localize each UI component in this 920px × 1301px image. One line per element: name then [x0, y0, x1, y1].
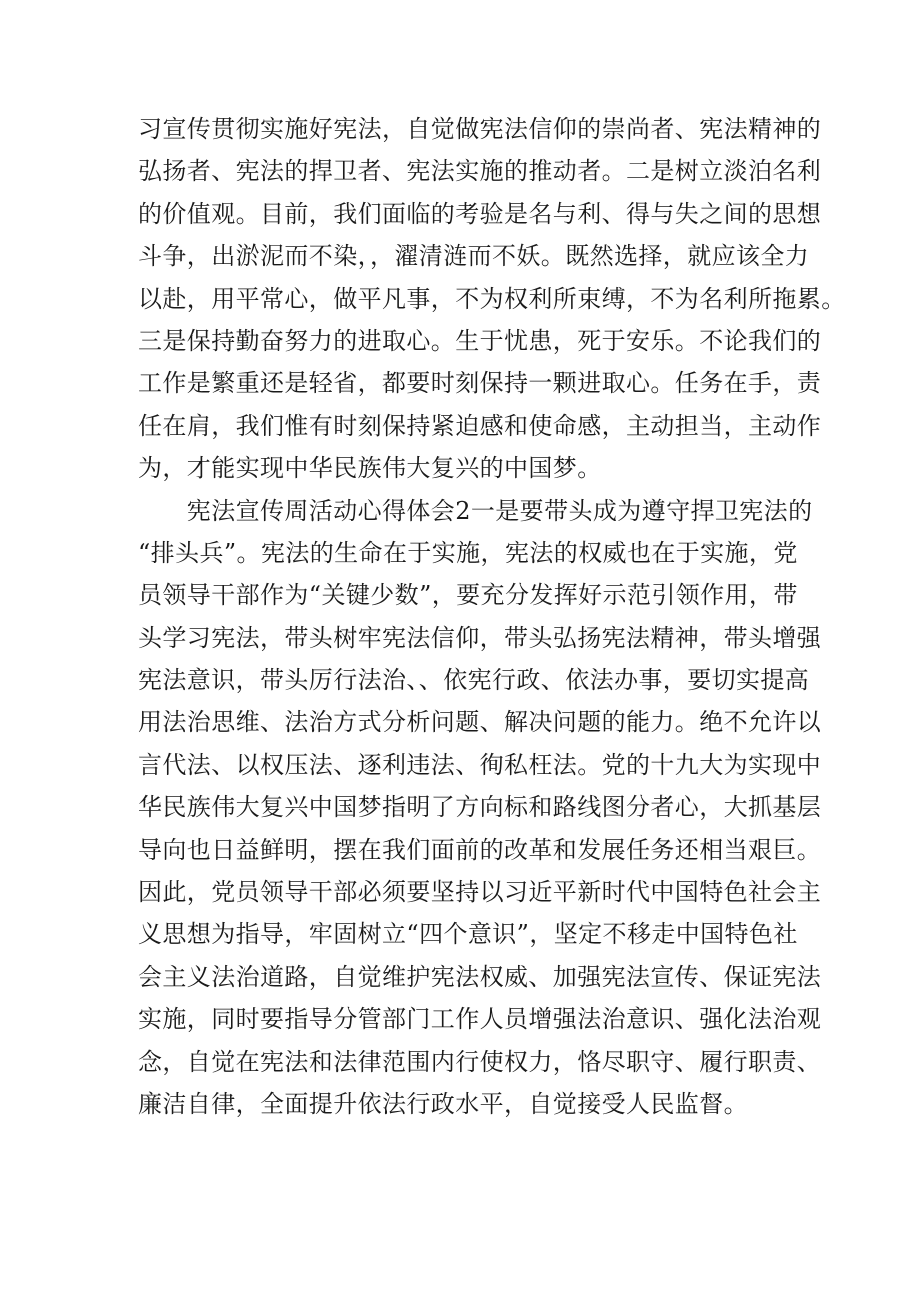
text-line: 念，自觉在宪法和法律范围内行使权力，恪尽职守、履行职责、 — [138, 1047, 822, 1076]
text-line: 实施，同时要指导分管部门工作人员增强法治意识、强化法治观 — [138, 1005, 822, 1034]
text-line: 因此，党员领导干部必须要坚持以习近平新时代中国特色社会主 — [138, 878, 822, 907]
text-line: 用法治思维、法治方式分析问题、解决问题的能力。绝不允许以 — [138, 708, 822, 737]
text-line: 会主义法治道路，自觉维护宪法权威、加强宪法宣传、保证宪法 — [138, 962, 822, 991]
text-line: 弘扬者、宪法的捍卫者、宪法实施的推动者。二是树立淡泊名利 — [138, 157, 822, 186]
body-text — [138, 108, 846, 1125]
text-line: 义思想为指导，牢固树立“四个意识”，坚定不移走中国特色社 — [138, 920, 798, 949]
text-line: 头学习宪法，带头树牢宪法信仰，带头弘扬宪法精神，带头增强 — [138, 623, 822, 652]
text-line: 斗争，出淤泥而不染，，濯清涟而不妖。既然选择，就应该全力 — [138, 242, 810, 271]
text-line: “排头兵”。宪法的生命在于实施，宪法的权威也在于实施，党 — [138, 538, 798, 567]
text-line: 工作是繁重还是轻省，都要时刻保持一颗进取心。任务在手，责 — [138, 369, 822, 398]
text-line: 以赴，用平常心，做平凡事，不为权利所束缚，不为名利所拖累。 — [138, 284, 846, 313]
text-line: 员领导干部作为“关键少数”，要充分发挥好示范引领作用，带 — [138, 581, 798, 610]
text-line: 习宣传贯彻实施好宪法，自觉做宪法信仰的崇尚者、宪法精神的 — [138, 115, 822, 143]
text-line: 任在肩，我们惟有时刻保持紧迫感和使命感，主动担当，主动作 — [138, 411, 822, 440]
text-line: 导向也日益鲜明，摆在我们面前的改革和发展任务还相当艰巨。 — [138, 835, 822, 864]
text-line: 华民族伟大复兴中国梦指明了方向标和路线图分者心，大抓基层 — [138, 793, 822, 822]
text-line: 为，才能实现中华民族伟大复兴的中国梦。 — [138, 454, 602, 483]
text-line: 的价值观。目前，我们面临的考验是名与利、得与失之间的思想 — [138, 199, 822, 228]
text-line: 言代法、以权压法、逐利违法、徇私枉法。党的十九大为实现中 — [138, 750, 822, 779]
text-line: 廉洁自律，全面提升依法行政水平，自觉接受人民监督。 — [138, 1089, 748, 1118]
text-line: 宪法意识，带头厉行法治、、依宪行政、依法办事，要切实提高 — [138, 666, 810, 695]
text-line: 三是保持勤奋努力的进取心。生于忧患，死于安乐。不论我们的 — [138, 326, 822, 355]
paragraph-start-line: 宪法宣传周活动心得体会2一是要带头成为遵守捍卫宪法的 — [138, 496, 813, 525]
